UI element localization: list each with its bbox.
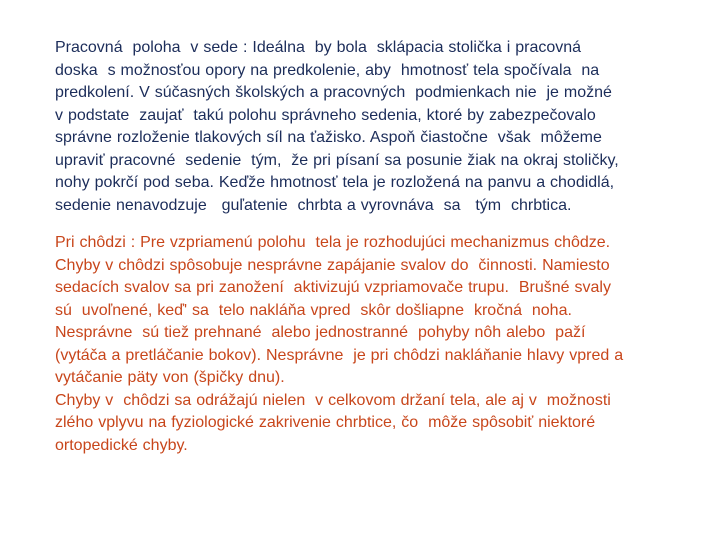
- paragraph-sitting-position: [55, 37, 695, 217]
- text-line: ortopedické chyby.: [55, 436, 188, 454]
- text-line: Chyby v chôdzi sa odrážajú nielen v celkovom držaní tela, ale aj v možnosti: [55, 391, 611, 409]
- text-line: zlého vplyvu na fyziologické zakrivenie chrbtice, čo môže spôsobiť niektoré: [55, 414, 596, 431]
- text-line: Pri chôdzi : Pre vzpriamenú polohu tela je rozhodujúci mechanizmus chôdze.: [55, 234, 611, 251]
- text-line: Chyby v chôdzi spôsobuje nesprávne zapájanie svalov do činnosti. Namiesto: [55, 256, 610, 274]
- text-line: správne rozloženie tlakových síl na ťažisko. Aspoň čiastočne však môžeme: [55, 129, 602, 146]
- text-line: vytáčanie päty von (špičky dnu).: [55, 369, 285, 386]
- paragraph-walking: [55, 232, 695, 457]
- text-line: nohy pokrčí pod seba. Keďže hmotnosť tela je rozložená na panvu a chodidlá,: [55, 174, 615, 191]
- text-line: sú uvoľnené, keď' sa telo nakláňa vpred skôr došliapne kročná noha.: [55, 301, 572, 319]
- text-line: v podstate zaujať takú polohu správneho sedenia, ktoré by zabezpečovalo: [55, 106, 596, 124]
- text-line: upraviť pracovné sedenie tým, že pri písaní sa posunie žiak na okraj stoličky,: [55, 151, 619, 169]
- text-line: doska s možnosťou opory na predkolenie, aby hmotnosť tela spočívala na: [55, 61, 600, 79]
- text-line: sedacích svalov sa pri zanožení aktivizujú vzpriamovače trupu. Brušné svaly: [55, 279, 611, 296]
- text-line: (vytáča a pretláčanie bokov). Nesprávne je pri chôdzi nakláňanie hlavy vpred a: [55, 346, 624, 364]
- text-line: sedenie nenavodzuje guľatenie chrbta a vyrovnáva sa tým chrbtica.: [55, 196, 572, 214]
- text-line: predkolení. V súčasných školských a pracovných podmienkach nie je možné: [55, 84, 612, 101]
- text-line: Pracovná poloha v sede : Ideálna by bola sklápacia stolička i pracovná: [55, 39, 582, 56]
- text-line: Nesprávne sú tiež prehnané alebo jednostranné pohyby nôh alebo paží: [55, 324, 586, 341]
